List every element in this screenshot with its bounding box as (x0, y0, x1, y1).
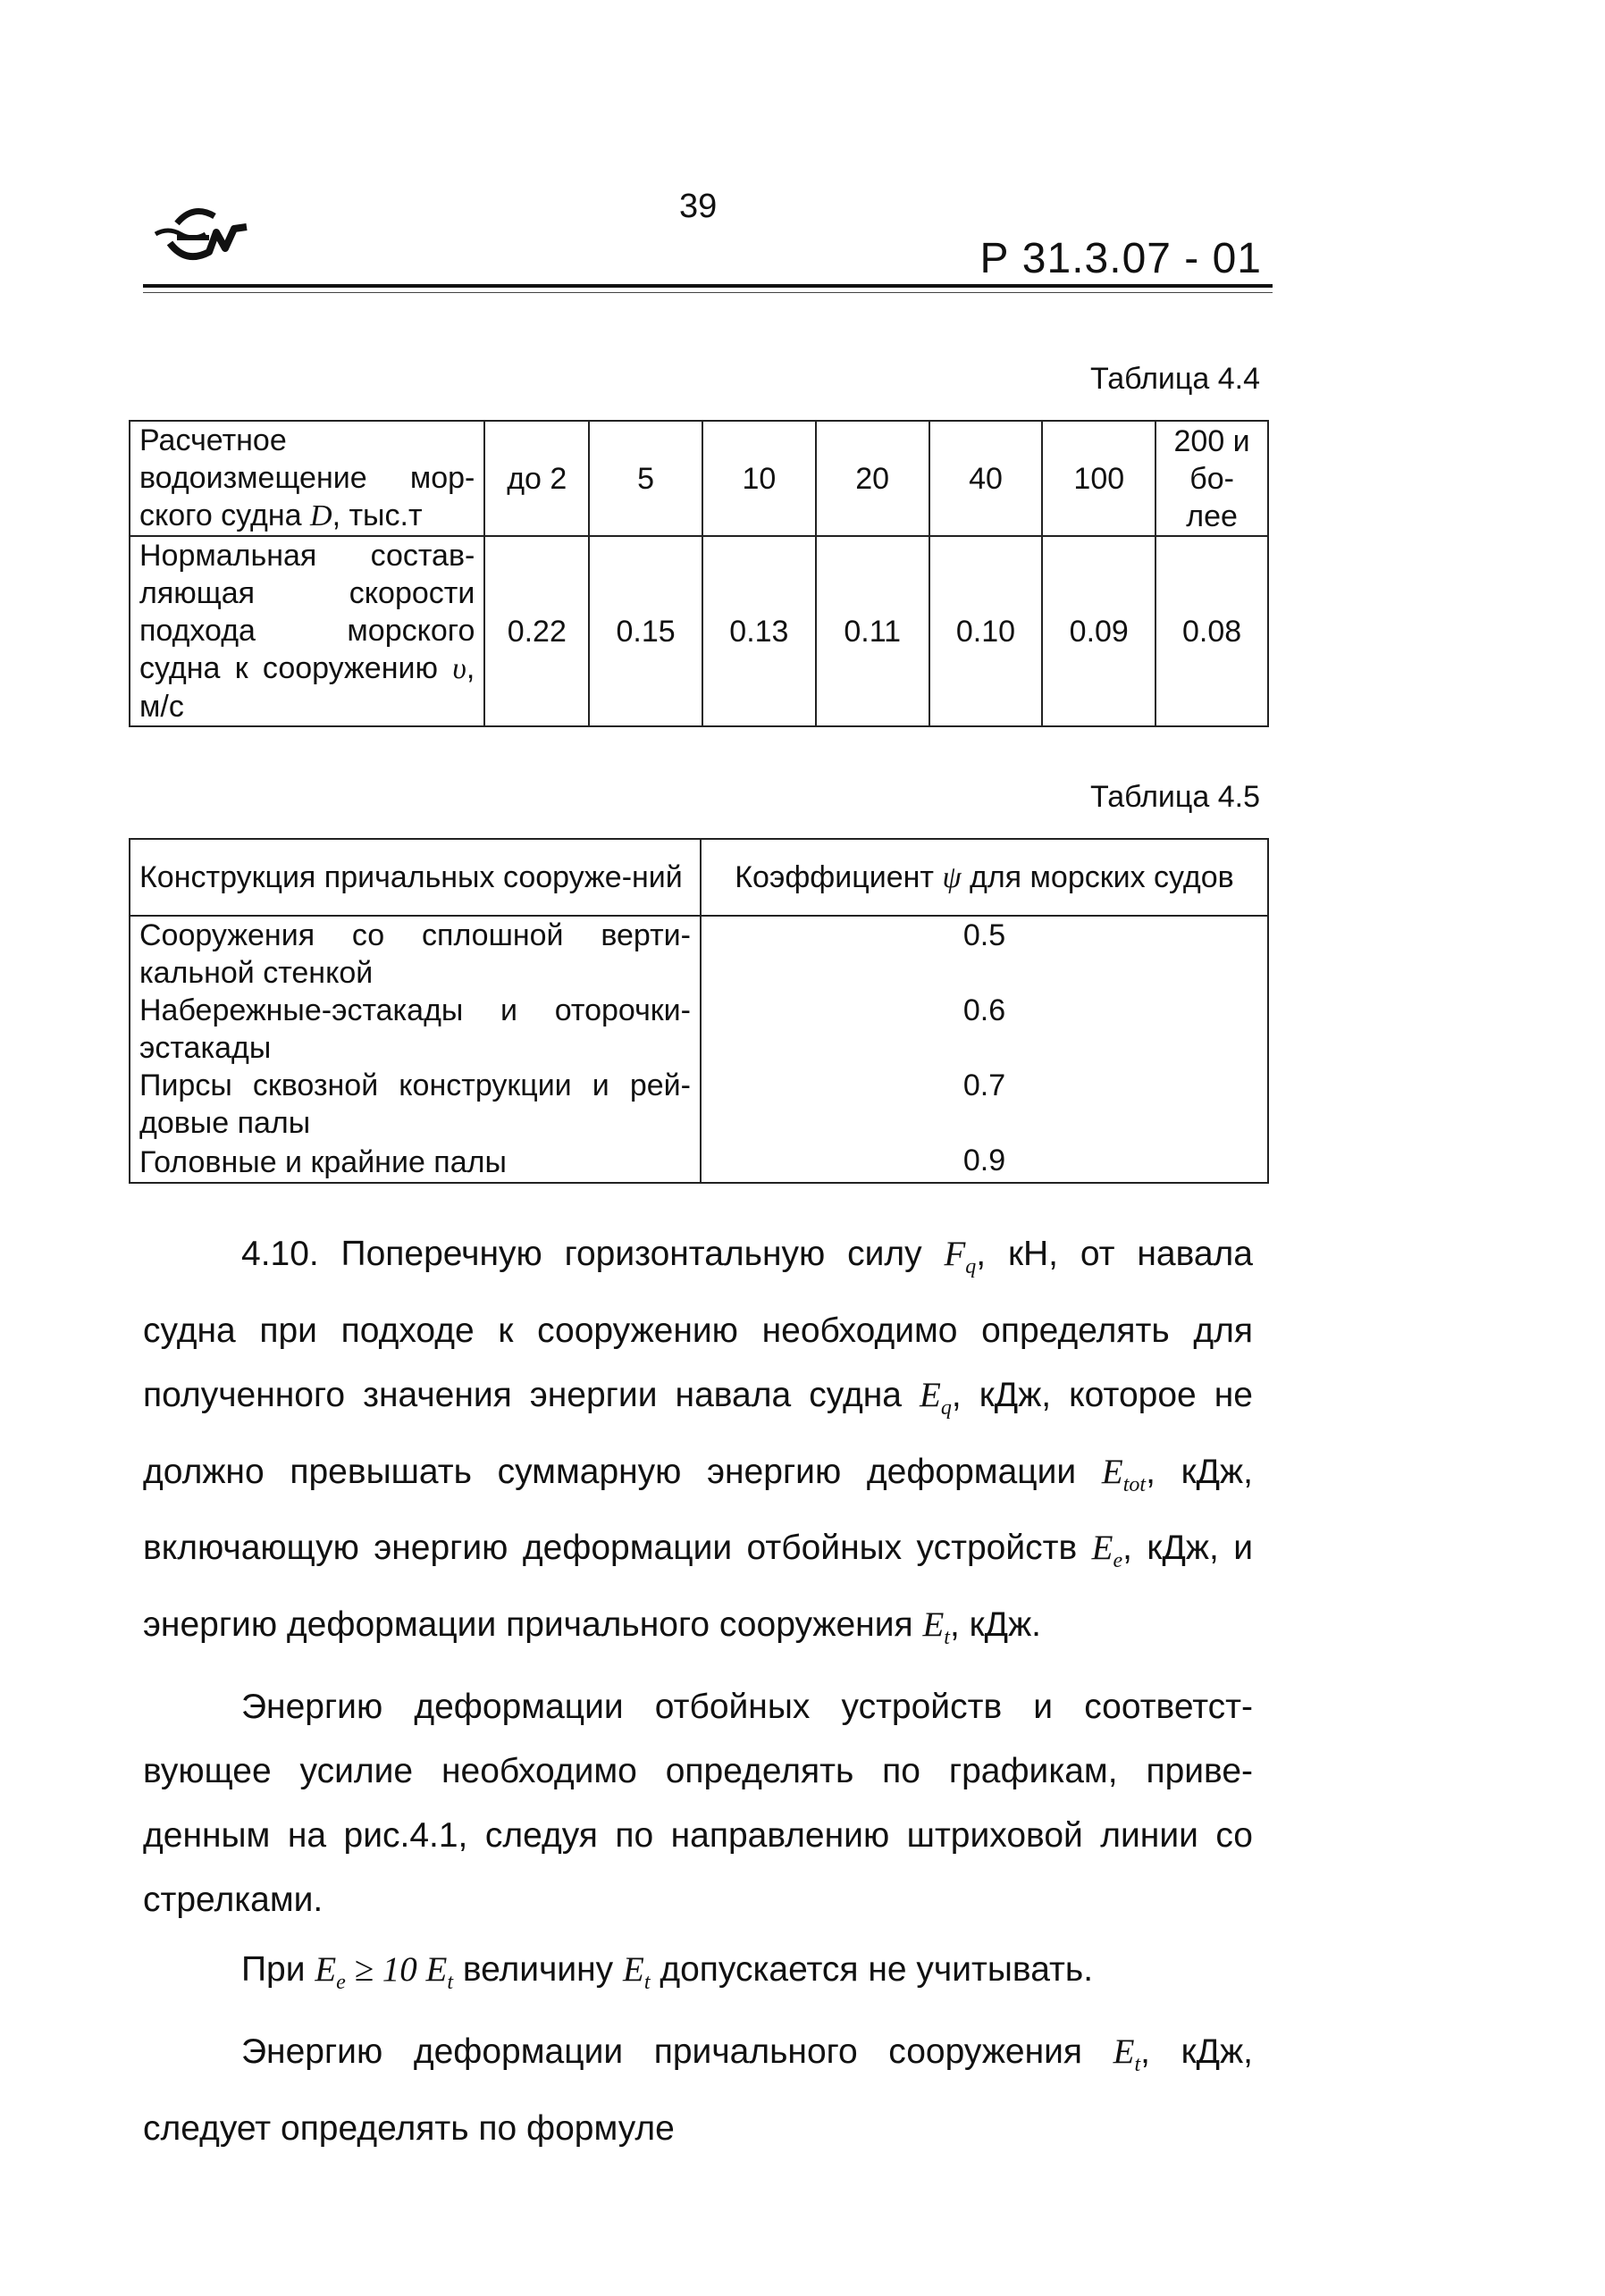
table-4-5-caption: Таблица 4.5 (1089, 780, 1260, 814)
table-row (130, 916, 1268, 992)
paragraph-structure-energy: Энергию деформации причального сооружения $E_t$, кДж, следует определять по формуле (143, 2032, 1253, 2148)
table-row (130, 536, 1268, 726)
table-cell: 0.6 (701, 992, 1268, 1067)
table-cell: 40 (929, 421, 1043, 536)
table-cell: 0.13 (702, 536, 816, 726)
table-row (130, 992, 1268, 1067)
body-text (143, 1222, 1253, 2161)
table-cell: 0.09 (1042, 536, 1155, 726)
table-cell: 0.9 (701, 1142, 1268, 1183)
table-cell: Головные и крайние палы (130, 1142, 701, 1183)
table-row (130, 1067, 1268, 1142)
table-cell: 0.08 (1155, 536, 1268, 726)
table-header-row (130, 839, 1268, 916)
row-header-displacement: Расчетное водоизмещение мор-ского судна D, тыс.т (130, 421, 484, 536)
table-cell: Набережные-эстакады и оторочки-эстакады (130, 992, 701, 1067)
paragraph-fender-energy: Энергию деформации отбойных устройств и соответст-вующее усилие необходимо определять по графикам, приве-денным на рис.4.1, следуя по направлению штриховой линии со стрелками. (143, 1687, 1253, 1919)
table-cell: 200 и бо-лее (1155, 421, 1268, 536)
page-number: 39 (679, 188, 718, 225)
table-row (130, 1142, 1268, 1183)
header-rule-thin (143, 292, 1273, 293)
table-cell: 20 (816, 421, 929, 536)
table-4-4-caption: Таблица 4.4 (1089, 362, 1260, 396)
document-code: Р 31.3.07 - 01 (979, 235, 1262, 282)
table-cell: 0.5 (701, 916, 1268, 992)
table-cell: 0.22 (484, 536, 589, 726)
table-cell: 0.15 (589, 536, 702, 726)
paragraph-4-10: 4.10. Поперечную горизонтальную силу $F_q$, кН, от навала судна при подходе к сооружению необходимо определять для полученного значения энергии навала судна $E_q$, кДж, которое не должно превышать суммарную энергию деформации $E_{tot}$, кДж, включающую энергию деформации отбойных устройств $E_e$, кДж, и энергию деформации причального сооружения $E_t$, кДж. (143, 1235, 1253, 1649)
table-cell: 0.7 (701, 1067, 1268, 1142)
row-header-velocity: Нормальная состав-ляющая скорости подхода морского судна к сооружению υ, м/с (130, 536, 484, 726)
table-cell: 10 (702, 421, 816, 536)
table-cell: до 2 (484, 421, 589, 536)
column-header-construction: Конструкция причальных сооруже-ний (130, 839, 701, 916)
table-cell: 100 (1042, 421, 1155, 536)
table-cell: 5 (589, 421, 702, 536)
header-rule (143, 284, 1273, 288)
organization-logo-icon (150, 197, 253, 268)
table-4-4 (129, 420, 1269, 727)
table-cell: Сооружения со сплошной верти-кальной стенкой (130, 916, 701, 992)
table-row (130, 421, 1268, 536)
column-header-coefficient: Коэффициент ψ для морских судов (701, 839, 1268, 916)
table-cell: 0.11 (816, 536, 929, 726)
table-4-5 (129, 838, 1269, 1184)
paragraph-condition: При $E_e \ge 10$ $E_t$ величину $E_t$ допускается не учитывать. (241, 1949, 1094, 1994)
table-cell: 0.10 (929, 536, 1043, 726)
table-cell: Пирсы сквозной конструкции и рей-довые палы (130, 1067, 701, 1142)
